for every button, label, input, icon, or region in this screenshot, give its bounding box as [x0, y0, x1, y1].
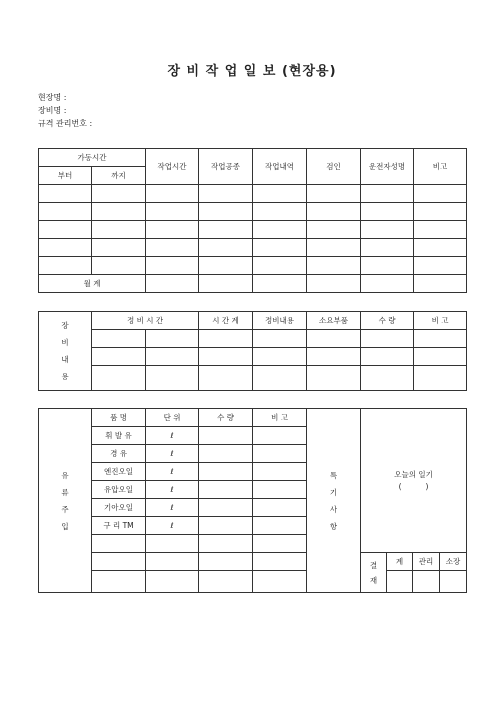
table-row — [39, 185, 467, 203]
fuel-item-unit: ℓ — [146, 445, 199, 463]
equipment-name-label: 장비명 : — [38, 106, 67, 115]
fuel-item-unit: ℓ — [146, 463, 199, 481]
quantity-header: 수 량 — [361, 312, 414, 330]
item-name-header: 품 명 — [92, 409, 146, 427]
table-row — [39, 203, 467, 221]
table-row — [39, 348, 467, 366]
fuel-side-label: 유 류 주 입 — [39, 409, 92, 593]
page-title: 장 비 작 업 일 보 (현장용) — [167, 64, 337, 79]
table-row — [39, 221, 467, 239]
monthly-total-label: 월 계 — [39, 275, 146, 293]
approval-director-sign[interactable] — [440, 571, 467, 593]
table-row — [39, 553, 467, 571]
fuel-table — [38, 408, 467, 593]
table-row — [39, 330, 467, 348]
site-name-label: 현장명 : — [38, 93, 67, 102]
fuel-item-unit: ℓ — [146, 499, 199, 517]
work-detail-header: 작업내역 — [253, 149, 307, 185]
weather-box — [361, 409, 467, 553]
approval-label: 결 재 — [361, 553, 387, 593]
from-header: 부터 — [39, 167, 92, 185]
maintenance-remarks-header: 비 고 — [414, 312, 467, 330]
monthly-total-row — [39, 275, 467, 293]
approval-staff-sign[interactable] — [387, 571, 413, 593]
remarks-header: 비고 — [414, 149, 467, 185]
work-log-table — [38, 148, 467, 293]
approval-director-header: 소장 — [440, 553, 467, 571]
fuel-remarks-header: 비 고 — [253, 409, 307, 427]
maintenance-detail-header: 정비내용 — [253, 312, 307, 330]
fuel-quantity-header: 수 량 — [199, 409, 253, 427]
fuel-item-unit: ℓ — [146, 517, 199, 535]
table-row — [39, 366, 467, 391]
approval-manager-sign[interactable] — [413, 571, 440, 593]
weather-label: 오늘의 일기 — [394, 469, 433, 479]
fuel-item-name: 경 유 — [92, 445, 146, 463]
maintenance-time-header: 정 비 시 간 — [92, 312, 199, 330]
table-row — [39, 571, 467, 593]
fuel-item-name: 유압오일 — [92, 481, 146, 499]
fuel-item-unit: ℓ — [146, 481, 199, 499]
fuel-item-name: 휘 발 유 — [92, 427, 146, 445]
maintenance-side-label: 장 비 내 용 — [39, 312, 92, 391]
fuel-item-unit: ℓ — [146, 427, 199, 445]
maintenance-table — [38, 311, 467, 391]
time-total-header: 시 간 계 — [199, 312, 253, 330]
spec-label: 규격 관리번호 : — [38, 119, 93, 128]
fuel-item-name: 구 리 TM — [92, 517, 146, 535]
inspection-header: 검인 — [307, 149, 361, 185]
approval-manager-header: 관리 — [413, 553, 440, 571]
operating-time-header: 가동시간 — [39, 149, 146, 167]
special-notes-label: 특 기 사 항 — [307, 409, 361, 593]
table-row — [39, 239, 467, 257]
required-parts-header: 소요부품 — [307, 312, 361, 330]
work-time-header: 작업시간 — [146, 149, 199, 185]
fuel-item-name: 기아오일 — [92, 499, 146, 517]
unit-header: 단 위 — [146, 409, 199, 427]
to-header: 까지 — [92, 167, 146, 185]
fuel-item-name: 엔진오일 — [92, 463, 146, 481]
work-type-header: 작업공종 — [199, 149, 253, 185]
driver-name-header: 운전자성명 — [361, 149, 414, 185]
weather-parens: ( ) — [398, 481, 429, 491]
table-row — [39, 257, 467, 275]
approval-staff-header: 계 — [387, 553, 413, 571]
